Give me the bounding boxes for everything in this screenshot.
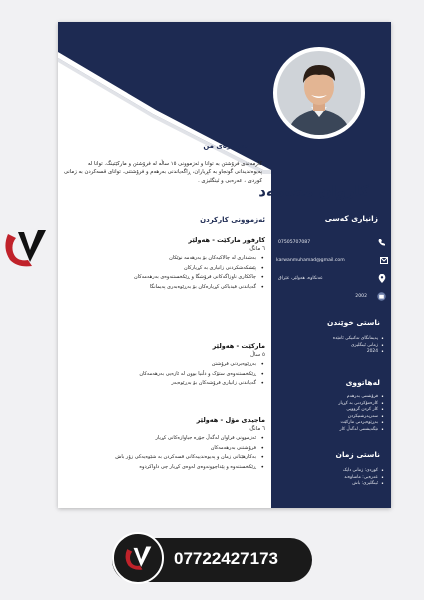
job-duration: ٦ مانگ [249, 246, 265, 252]
contact-email [276, 254, 388, 266]
contact-phone [278, 236, 386, 248]
job-title: کارفور مارکێت - هەولێر [188, 236, 265, 244]
job-item [62, 342, 265, 390]
languages-list [280, 468, 386, 488]
skill-item: • کار کردن گرووپی [280, 407, 378, 414]
languages-title: ناستی زمان [335, 450, 380, 459]
job-bullet: • گەیاندنی زانیاری فرۆشەکان بۆ بەڕێوەبەر [62, 380, 256, 388]
skill-item: • کارەمۆکردنی بە کڕیار [280, 401, 378, 408]
about-text: کارمەندی فرۆشتن بە توانا و ئەزموونی ١٥ ساڵە لە فرۆشتن و مارکێتینگ. توانا لە پەیوەندیدانی گونجاو بە کڕیاران، ڕاگەیاندنی بەرهەم و فرۆشتنی. توانای قسەکردن بە زمانی کوردی ، عەرەبی و ئینگلیزی . [63, 161, 262, 184]
skill-item: • سەرپەرشتیکردن [280, 414, 378, 421]
profile-photo-frame [273, 47, 365, 139]
language-item: • کوردی: زمانی دایک [280, 468, 378, 475]
education-title: ناستی خوێندن [327, 318, 380, 327]
profile-photo [277, 51, 361, 135]
birthyear-text: 2002 [355, 293, 367, 299]
job-title: ماجیدی مۆل - هەولێر [196, 416, 265, 424]
skill-item: • فرۆشتنی بەرهەم [280, 394, 378, 401]
job-title: مارکێت - هەولێر [212, 342, 265, 350]
job-bullet: • بەشداری لە چالاکیەکان بۆ بەرهەمە نوێکان [62, 255, 256, 263]
education-item: • زمانی ئینگلیزی [280, 343, 378, 350]
job-bullet: • گەیاندنی فیدباکی کڕیارەکان بۆ بەڕێوەبەری پەیمانگا [62, 284, 256, 292]
experience-title: ئەزموونی کارکردن [200, 216, 265, 224]
candidate-name: کاروان محەمەد [258, 182, 369, 200]
banner-phone-number[interactable]: 07722427173 [174, 549, 279, 568]
location-icon [377, 274, 386, 283]
job-bullet: • پێشکەشکردنی زانیاری بە کڕیارکان [62, 265, 256, 273]
skill-item: • تێگەیشتنی لەگەڵ کار [280, 427, 378, 434]
contact-title: زانیاری کەسی [324, 214, 378, 223]
language-item: • ئینگلیزی: باش [280, 481, 378, 488]
education-item: • 2024 [280, 349, 378, 356]
job-bullet: • چاککاری ناوزاگەکانی فرۆشگا و ڕێکخستنەوەی بەرهەمەکان [62, 274, 256, 282]
watermark-logo [2, 226, 48, 274]
skills-list [280, 394, 386, 433]
job-bullet: • ڕێکخستنەوە و پێداچوونەوەی لەوەی کڕیار چی داواکردوە [62, 464, 256, 472]
skills-title: لەهاتووی [345, 378, 380, 387]
calendar-icon [377, 292, 386, 301]
job-bullet: • فرۆشتنی بەرهەمەکان [62, 445, 256, 453]
job-item [62, 236, 265, 293]
education-item: • پەیمانگای تەکنیکی ئامێدە [280, 336, 378, 343]
email-text: karwanmuhamad@gmail.com [276, 257, 345, 263]
education-list [280, 336, 386, 356]
job-bullet: • بەڕێوەبردنی فرۆشتن [62, 361, 256, 369]
address-text: عەنکاوە، هەولێر، عێراق [278, 275, 323, 281]
job-duration: ٦ مانگ [249, 426, 265, 432]
phone-text: 07505707087 [278, 239, 311, 245]
banner-logo [112, 532, 164, 584]
contact-birthyear [278, 290, 386, 302]
contact-address [278, 272, 386, 284]
job-bullet: • بەکارهێنانی زمان و پەیوەندییەکانی قسەکردن بە شێوەیەکی زۆر باش [62, 454, 256, 462]
phone-icon [377, 238, 386, 247]
email-icon [379, 256, 388, 265]
job-item [62, 416, 265, 473]
job-duration: ٥ ساڵ [250, 352, 265, 358]
resume-page [58, 22, 391, 508]
skill-item: • بەڕێوەبردنی مارکێت [280, 420, 378, 427]
about-title: دەربارەی من [203, 142, 248, 150]
job-bullet: • ڕێکخستنەوەی ستۆک و دڵنیا بوون لە ئازەیی بەرهەمەکان [62, 371, 256, 379]
experience-section [62, 216, 265, 224]
job-bullet: • ئەزموونی فراوان لەگەڵ جۆرە جیاوازەکانی کڕیار [62, 435, 256, 443]
language-item: • عەرەبی: مامناوەند [280, 475, 378, 482]
